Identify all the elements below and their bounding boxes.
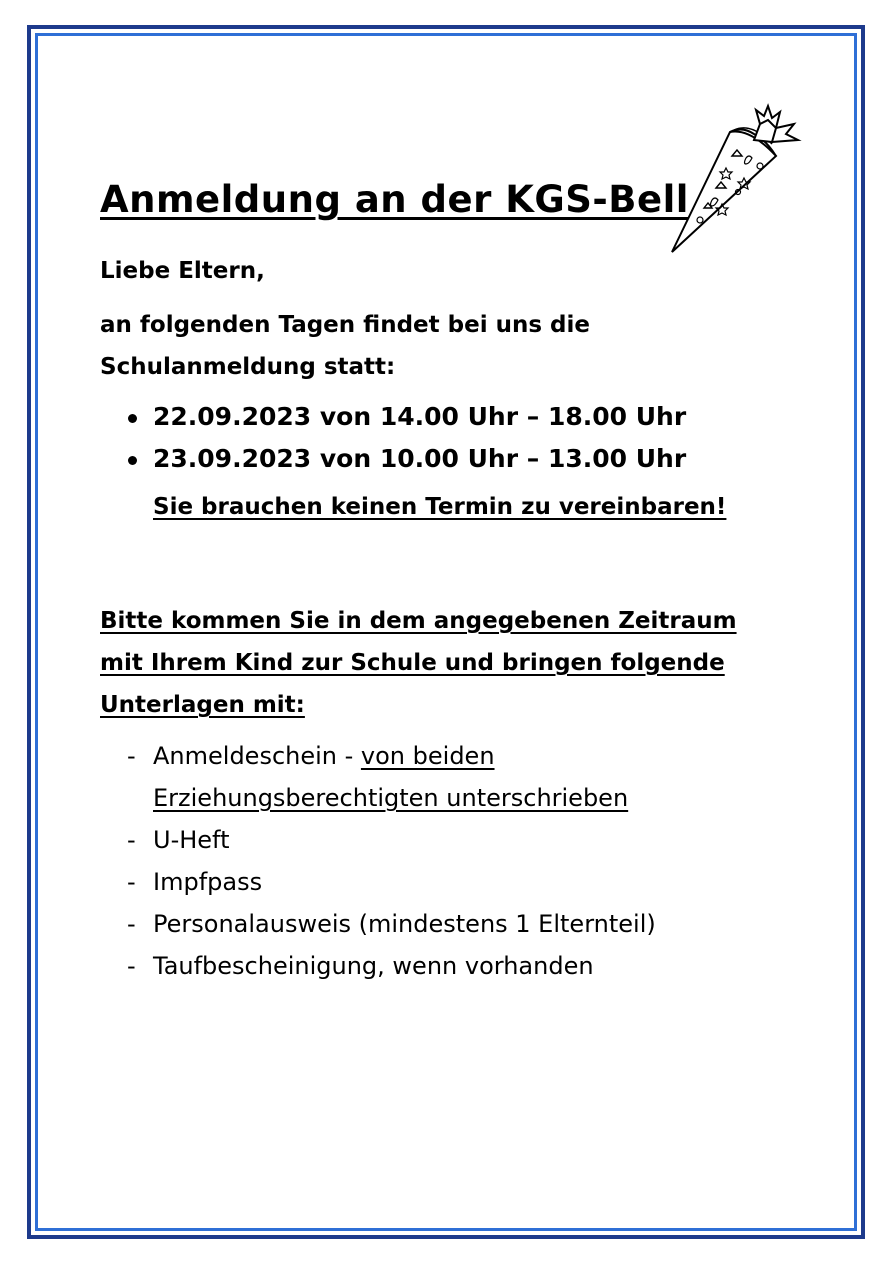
school-cone-icon [664, 100, 804, 260]
list-dash: - [127, 952, 136, 980]
document-label: U-Heft [153, 826, 230, 854]
date-list [100, 396, 686, 480]
date-item: 23.09.2023 von 10.00 Uhr – 13.00 Uhr [100, 438, 686, 480]
date-item: 22.09.2023 von 14.00 Uhr – 18.00 Uhr [100, 396, 686, 438]
list-dash: - [127, 868, 136, 896]
no-appointment-notice: Sie brauchen keinen Termin zu vereinbaren! [153, 494, 727, 520]
document-signature-note: von beiden [360, 742, 495, 770]
documents-list [100, 735, 656, 987]
document-item [100, 945, 656, 987]
document-item [100, 861, 656, 903]
document-label: Taufbescheinigung, wenn vorhanden [153, 952, 594, 980]
instruction-line: Unterlagen mit: [100, 692, 305, 718]
list-dash: - [127, 742, 136, 770]
page-title: Anmeldung an der KGS-Bell [100, 178, 689, 221]
intro-line-2: Schulanmeldung statt: [100, 354, 396, 380]
instruction-line: mit Ihrem Kind zur Schule und bringen folgende [100, 650, 725, 676]
document-label: Anmeldeschein - [153, 742, 361, 770]
document-signature-note: Erziehungsberechtigten unterschrieben [153, 784, 629, 812]
document-label: Impfpass [153, 868, 263, 896]
instruction-line: Bitte kommen Sie in dem angegebenen Zeitraum [100, 608, 737, 634]
list-dash: - [127, 826, 136, 854]
document-label: Personalausweis (mindestens 1 Elternteil) [153, 910, 656, 938]
intro-line-1: an folgenden Tagen findet bei uns die [100, 312, 590, 338]
instruction-paragraph [100, 600, 780, 726]
document-item [100, 735, 656, 819]
list-dash: - [127, 910, 136, 938]
greeting: Liebe Eltern, [100, 258, 265, 284]
document-item [100, 903, 656, 945]
document-item [100, 819, 656, 861]
